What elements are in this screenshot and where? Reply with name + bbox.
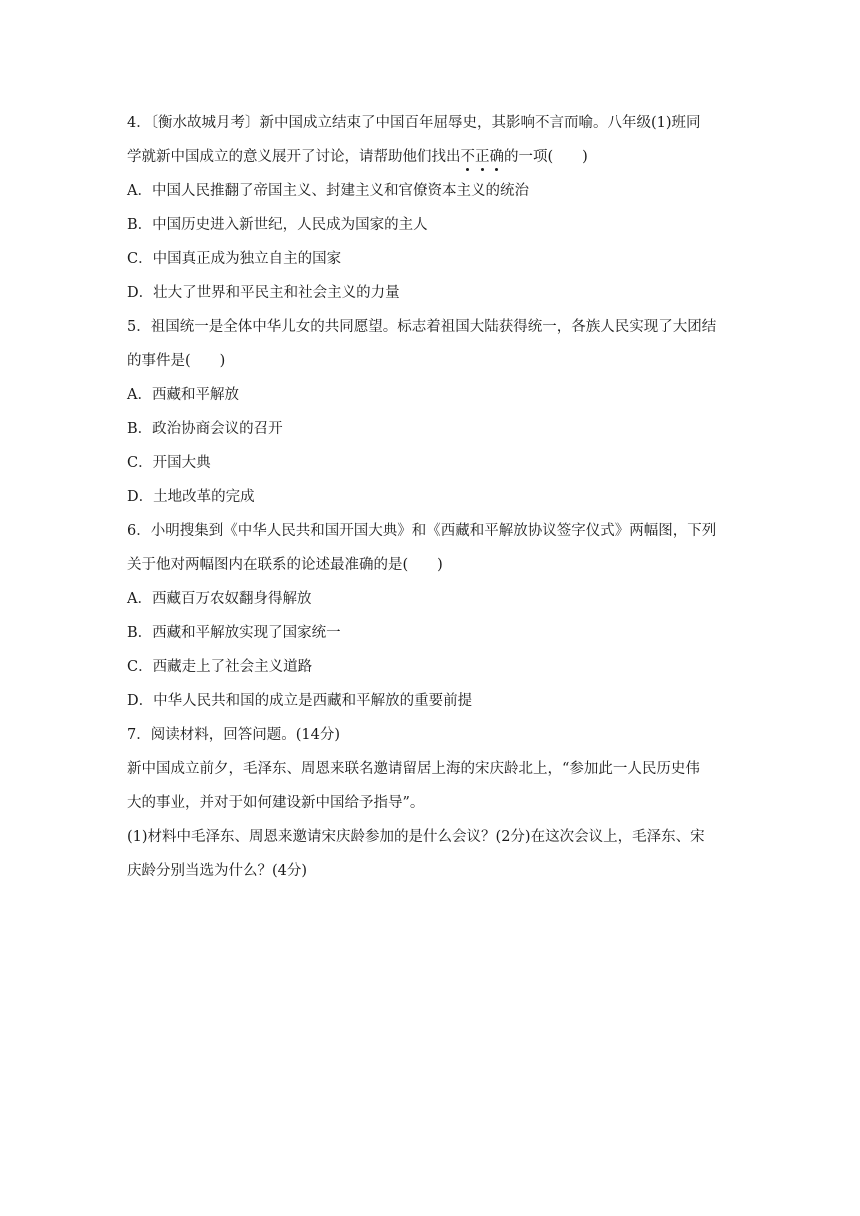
q4-stem-line2-post: 的一项( ): [504, 149, 588, 165]
q4-stem-line2-pre: 学就新中国成立的意义展开了讨论，请帮助他们找出: [127, 149, 461, 165]
q5-stem-line2: 的事件是( ): [127, 353, 226, 369]
q6-option-b: B．西藏和平解放实现了国家统一: [127, 625, 341, 641]
q7-material-line1: 新中国成立前夕，毛泽东、周恩来联名邀请留居上海的宋庆龄北上，“参加此一人民历史伟: [127, 761, 700, 777]
q7-sub1-line2: 庆龄分别当选为什么？(4分): [127, 863, 308, 879]
q7-sub1-line1: (1)材料中毛泽东、周恩来邀请宋庆龄参加的是什么会议？(2分)在这次会议上，毛泽东、宋: [127, 829, 705, 845]
q4-emphasis-char-2: 正: [475, 142, 490, 172]
q6-option-a: A．西藏百万农奴翻身得解放: [127, 591, 312, 607]
q7-material-line2: 大的事业，并对于如何建设新中国给予指导”。: [127, 795, 425, 811]
q6-option-d: D．中华人民共和国的成立是西藏和平解放的重要前提: [127, 693, 473, 709]
q6-stem-line1: 6．小明搜集到《中华人民共和国开国大典》和《西藏和平解放协议签字仪式》两幅图，下列: [127, 523, 717, 539]
q4-stem-line2: [127, 142, 737, 176]
q4-stem-line1: 4．〔衡水故城月考〕新中国成立结束了中国百年屈辱史，其影响不言而喻。八年级(1)班同: [127, 115, 701, 131]
q4-option-c: C．中国真正成为独立自主的国家: [127, 251, 342, 267]
q6-stem-line2: 关于他对两幅图内在联系的论述最准确的是( ): [127, 557, 443, 573]
q6-option-c: C．西藏走上了社会主义道路: [127, 659, 313, 675]
q5-option-c: C．开国大典: [127, 455, 211, 471]
q5-option-d: D．土地改革的完成: [127, 489, 255, 505]
q4-option-d: D．壮大了世界和平民主和社会主义的力量: [127, 285, 400, 301]
q4-emphasis-char-1: 不: [461, 142, 476, 172]
q7-stem: 7．阅读材料，回答问题。(14分): [127, 727, 340, 743]
q5-stem-line1: 5．祖国统一是全体中华儿女的共同愿望。标志着祖国大陆获得统一，各族人民实现了大团结: [127, 319, 717, 335]
q5-option-b: B．政治协商会议的召开: [127, 421, 283, 437]
q4-option-a: A．中国人民推翻了帝国主义、封建主义和官僚资本主义的统治: [127, 183, 529, 199]
q5-option-a: A．西藏和平解放: [127, 387, 239, 403]
q4-option-b: B．中国历史进入新世纪，人民成为国家的主人: [127, 217, 428, 233]
exam-page: [127, 108, 737, 890]
q4-emphasis-char-3: 确: [490, 142, 505, 172]
